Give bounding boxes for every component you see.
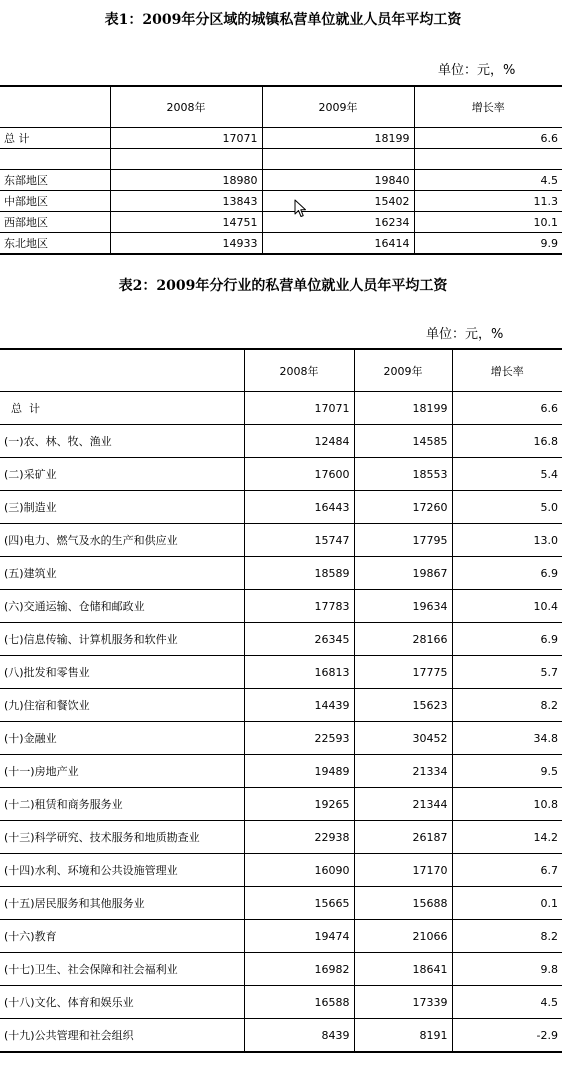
value-2009: 8191: [354, 1019, 452, 1053]
table1-header-cell: 2008年: [110, 86, 262, 128]
value-2008: 19474: [244, 920, 354, 953]
table1: [0, 85, 562, 255]
table-row: [0, 128, 562, 149]
growth-rate: 10.4: [452, 590, 562, 623]
value-2008: 16982: [244, 953, 354, 986]
value-2009: 17339: [354, 986, 452, 1019]
growth-rate: 8.2: [452, 689, 562, 722]
row-label: (十八)文化、体育和娱乐业: [0, 986, 244, 1019]
row-label: (五)建筑业: [0, 557, 244, 590]
value-2009: 21334: [354, 755, 452, 788]
growth-rate: 8.2: [452, 920, 562, 953]
table-row: [0, 986, 562, 1019]
value-2009: 18553: [354, 458, 452, 491]
value-2009: 19840: [262, 170, 414, 191]
value-2008: 22593: [244, 722, 354, 755]
table-row: [0, 191, 562, 212]
table-row: [0, 953, 562, 986]
value-2009: 19867: [354, 557, 452, 590]
table1-header-row: [0, 86, 562, 128]
row-label: 东北地区: [4, 237, 48, 250]
table1-unit: 单位：元，%: [438, 63, 516, 78]
table2-header-row: [0, 349, 562, 392]
growth-rate: 5.4: [452, 458, 562, 491]
row-label: (九)住宿和餐饮业: [0, 689, 244, 722]
growth-rate: 10.1: [414, 212, 562, 233]
table-row: [0, 1019, 562, 1053]
table-row: [0, 854, 562, 887]
value-2009: 19634: [354, 590, 452, 623]
table1-title: 表1：2009年分区域的城镇私营单位就业人员年平均工资: [104, 12, 462, 28]
growth-rate: [414, 149, 562, 170]
value-2009: 21344: [354, 788, 452, 821]
growth-rate: 16.8: [452, 425, 562, 458]
value-2008: 17600: [244, 458, 354, 491]
growth-rate: 13.0: [452, 524, 562, 557]
growth-rate: 0.1: [452, 887, 562, 920]
table2-header-cell: 2008年: [244, 349, 354, 392]
table-row: [0, 557, 562, 590]
row-label: 总 计: [0, 128, 110, 149]
growth-rate: 10.8: [452, 788, 562, 821]
growth-rate: 6.6: [452, 392, 562, 425]
value-2009: 17795: [354, 524, 452, 557]
value-2009: 30452: [354, 722, 452, 755]
row-label: 东部地区: [0, 170, 110, 191]
table-row: [0, 170, 562, 191]
value-2009: 17260: [354, 491, 452, 524]
table-row-blank: [0, 149, 562, 170]
table-row: [0, 788, 562, 821]
value-2008: 15747: [244, 524, 354, 557]
table-row: [0, 722, 562, 755]
value-2008: 17071: [110, 128, 262, 149]
value-2008: 12484: [244, 425, 354, 458]
row-label: (十七)卫生、社会保障和社会福利业: [0, 953, 244, 986]
row-label: (十四)水利、环境和公共设施管理业: [0, 854, 244, 887]
row-label: (十二)租赁和商务服务业: [0, 788, 244, 821]
value-2009: 16234: [262, 212, 414, 233]
table-row: [0, 590, 562, 623]
row-label: (七)信息传输、计算机服务和软件业: [0, 623, 244, 656]
value-2008: 16443: [244, 491, 354, 524]
row-label: (六)交通运输、仓储和邮政业: [0, 590, 244, 623]
table2-header-cell: 增长率: [452, 349, 562, 392]
value-2009: 26187: [354, 821, 452, 854]
table2-header-cell: [0, 349, 244, 392]
value-2009: 18199: [262, 128, 414, 149]
value-2009: 18199: [354, 392, 452, 425]
table2-unit: 单位：元，%: [426, 327, 504, 342]
table-row: [0, 689, 562, 722]
value-2009: 15688: [354, 887, 452, 920]
table1-header-cell: [0, 86, 110, 128]
row-label: (三)制造业: [0, 491, 244, 524]
value-2008: 14751: [110, 212, 262, 233]
growth-rate: 9.8: [452, 953, 562, 986]
value-2009: 18641: [354, 953, 452, 986]
value-2009: 14585: [354, 425, 452, 458]
table-row: [0, 656, 562, 689]
mouse-pointer-icon: [294, 199, 310, 219]
row-label: (十)金融业: [0, 722, 244, 755]
growth-rate: 4.5: [452, 986, 562, 1019]
value-2008: 26345: [244, 623, 354, 656]
value-2008: 18980: [110, 170, 262, 191]
growth-rate: 14.2: [452, 821, 562, 854]
row-label: (一)农、林、牧、渔业: [0, 425, 244, 458]
value-2008: 22938: [244, 821, 354, 854]
row-label: (十九)公共管理和社会组织: [4, 1029, 134, 1042]
table2-header-cell: 2009年: [354, 349, 452, 392]
value-2009: 17170: [354, 854, 452, 887]
value-2008: 14933: [110, 233, 262, 255]
value-2008: 19489: [244, 755, 354, 788]
row-label: (十五)居民服务和其他服务业: [0, 887, 244, 920]
growth-rate: 6.6: [414, 128, 562, 149]
growth-rate: 6.9: [452, 623, 562, 656]
table-row: [0, 821, 562, 854]
growth-rate: 5.0: [452, 491, 562, 524]
value-2008: 18589: [244, 557, 354, 590]
value-2008: 17071: [244, 392, 354, 425]
table-row: [0, 623, 562, 656]
value-2008: 15665: [244, 887, 354, 920]
table2: [0, 348, 562, 1053]
table2-title: 表2：2009年分行业的私营单位就业人员年平均工资: [118, 278, 448, 294]
growth-rate: 6.9: [452, 557, 562, 590]
growth-rate: 4.5: [414, 170, 562, 191]
value-2009: 16414: [262, 233, 414, 255]
table-row: [0, 212, 562, 233]
table-row: [0, 392, 562, 425]
row-label: (十三)科学研究、技术服务和地质勘查业: [0, 821, 244, 854]
value-2008: 19265: [244, 788, 354, 821]
growth-rate: 11.3: [414, 191, 562, 212]
value-2009: [262, 149, 414, 170]
value-2008: 14439: [244, 689, 354, 722]
table-row: [0, 425, 562, 458]
growth-rate: 9.5: [452, 755, 562, 788]
value-2009: 15623: [354, 689, 452, 722]
value-2009: 21066: [354, 920, 452, 953]
table-row: [0, 233, 562, 255]
value-2008: 17783: [244, 590, 354, 623]
row-label: 总 计: [0, 392, 244, 425]
value-2009: 17775: [354, 656, 452, 689]
value-2008: 16588: [244, 986, 354, 1019]
table-row: [0, 755, 562, 788]
row-label: (十六)教育: [0, 920, 244, 953]
growth-rate: 5.7: [452, 656, 562, 689]
table-row: [0, 491, 562, 524]
row-label: [0, 149, 110, 170]
row-label: 西部地区: [0, 212, 110, 233]
growth-rate: 34.8: [452, 722, 562, 755]
table1-header-cell: 2009年: [262, 86, 414, 128]
growth-rate: 9.9: [414, 233, 562, 255]
table1-header-cell: 增长率: [414, 86, 562, 128]
value-2008: 13843: [110, 191, 262, 212]
growth-rate: -2.9: [452, 1019, 562, 1053]
table-row: [0, 524, 562, 557]
value-2008: [110, 149, 262, 170]
row-label: (十一)房地产业: [0, 755, 244, 788]
table-row: [0, 887, 562, 920]
value-2008: 8439: [244, 1019, 354, 1053]
table-row: [0, 920, 562, 953]
value-2008: 16813: [244, 656, 354, 689]
value-2008: 16090: [244, 854, 354, 887]
row-label: 中部地区: [0, 191, 110, 212]
row-label: (二)采矿业: [0, 458, 244, 491]
growth-rate: 6.7: [452, 854, 562, 887]
row-label: (八)批发和零售业: [0, 656, 244, 689]
value-2009: 28166: [354, 623, 452, 656]
row-label: (四)电力、燃气及水的生产和供应业: [0, 524, 244, 557]
value-2009: 15402: [262, 191, 414, 212]
table-row: [0, 458, 562, 491]
